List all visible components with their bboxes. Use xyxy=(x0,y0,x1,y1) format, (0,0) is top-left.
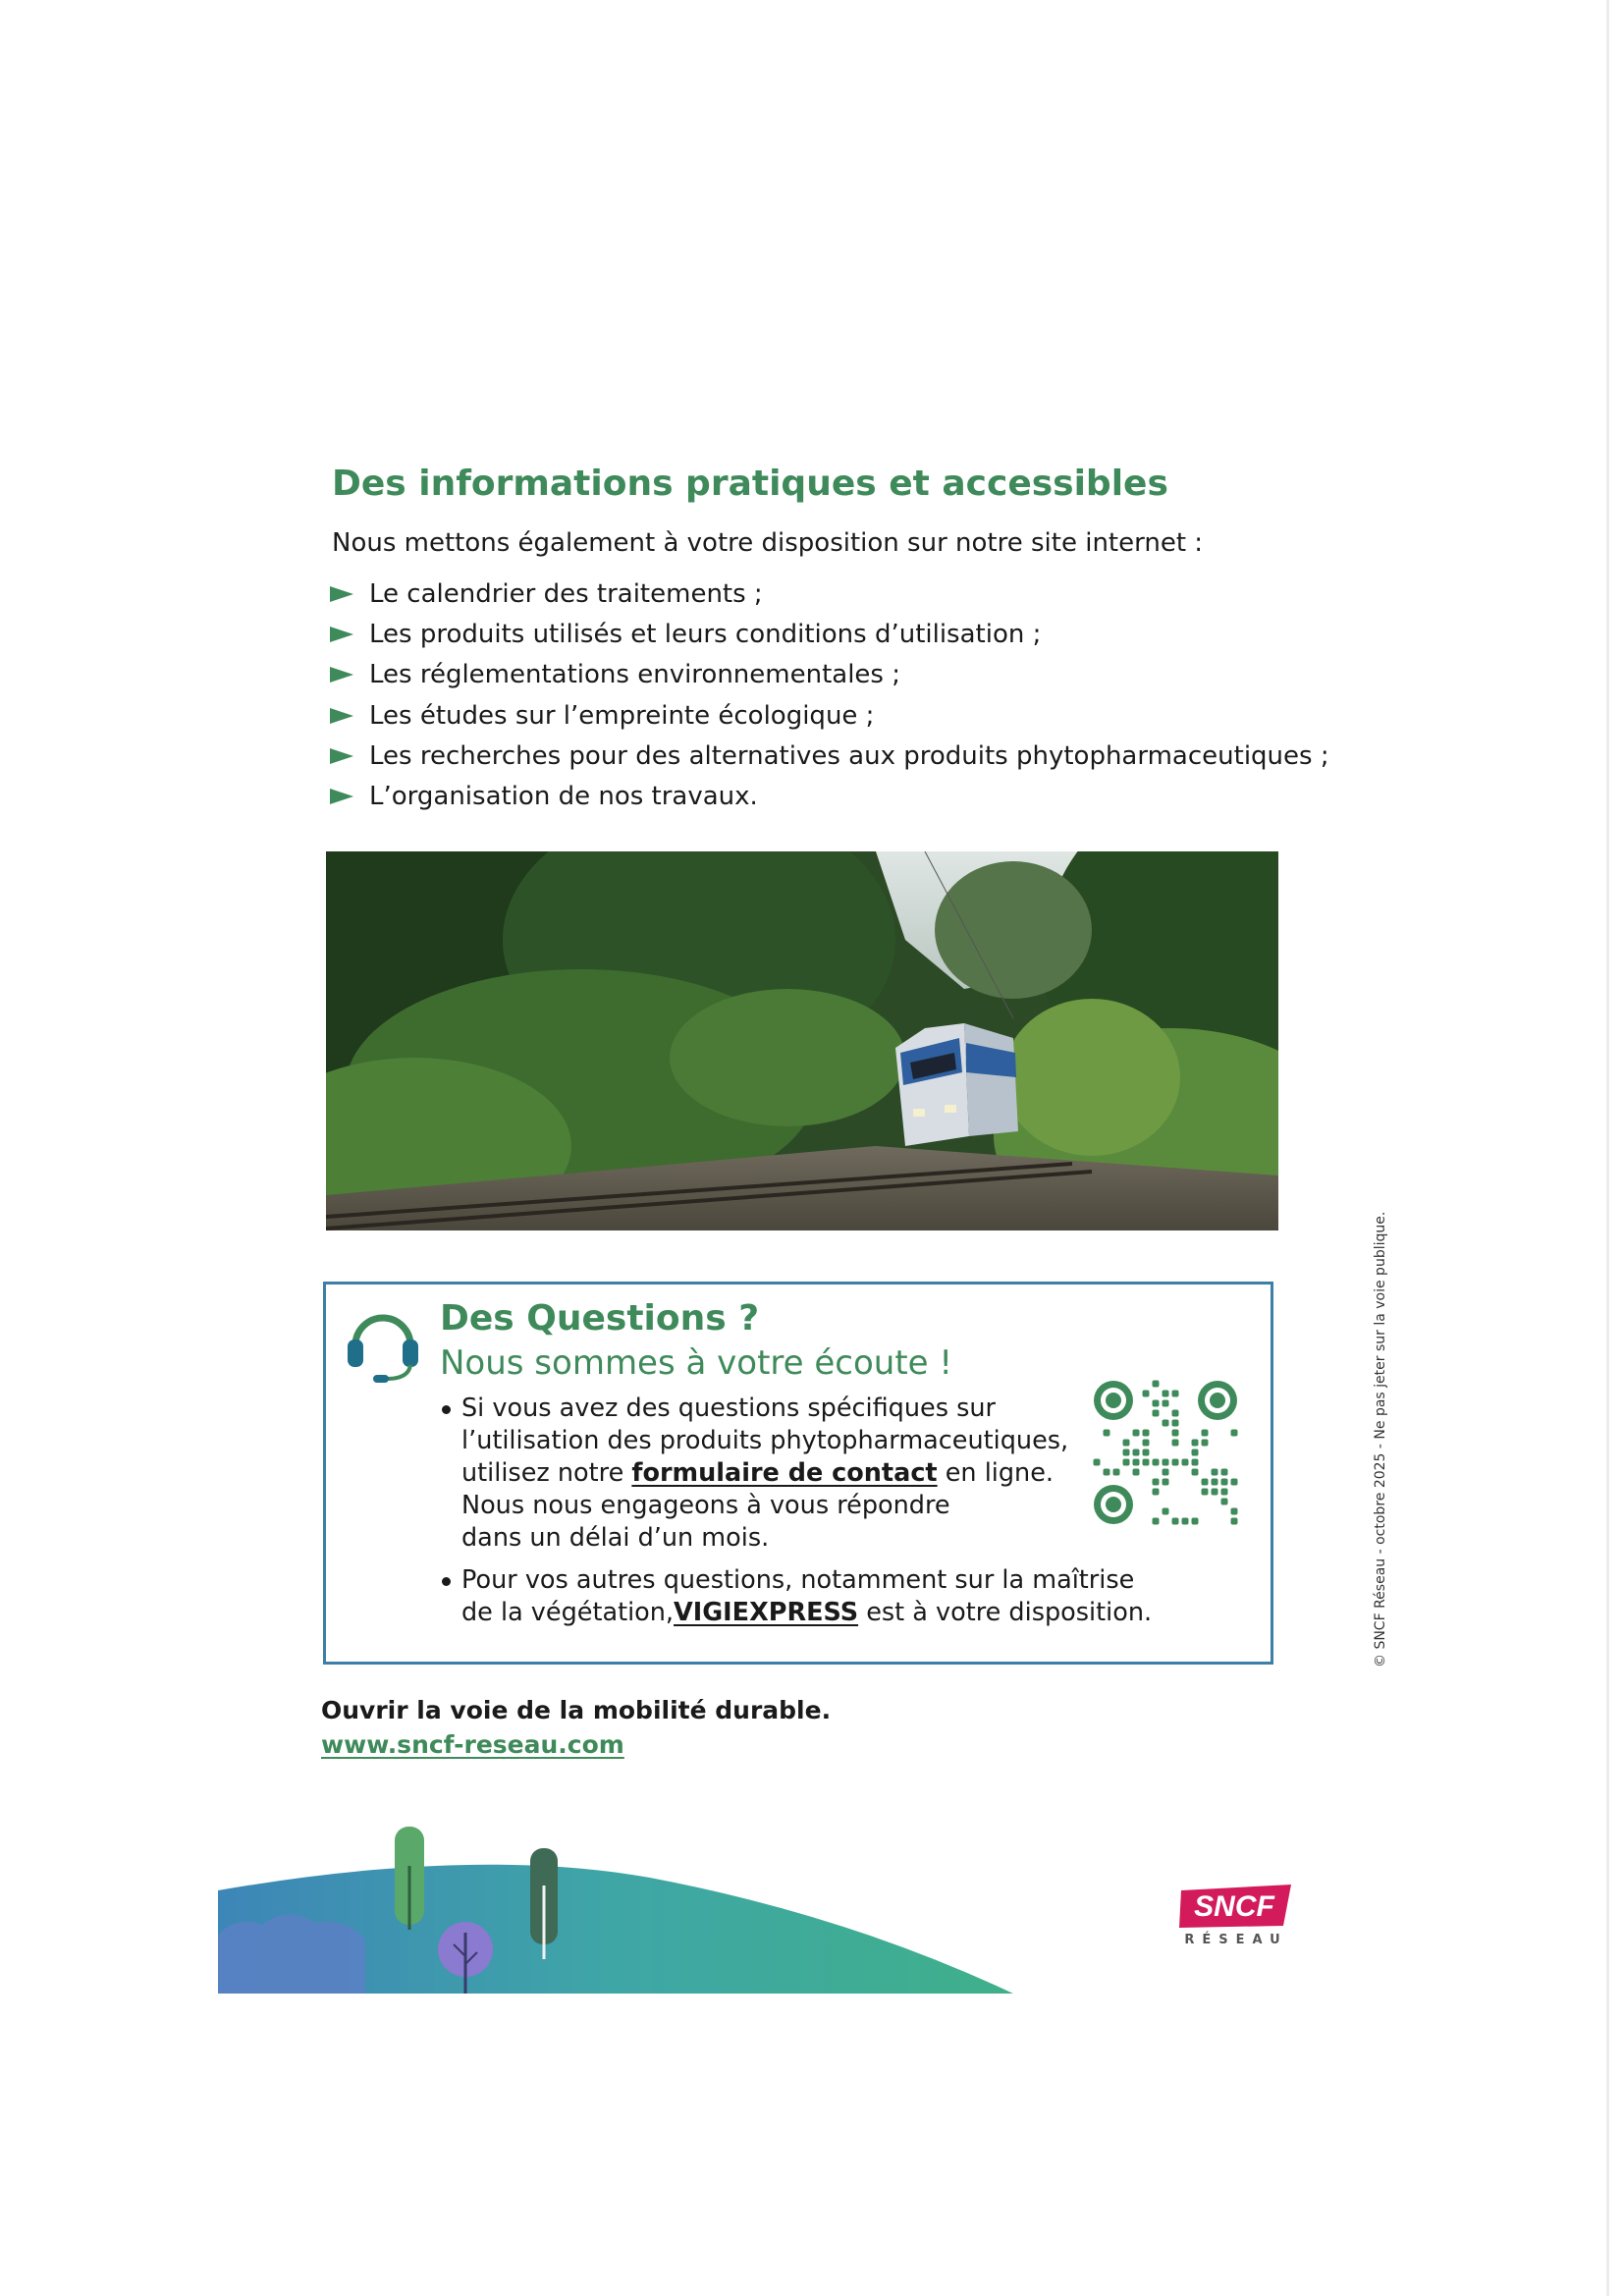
tagline: Ouvrir la voie de la mobilité durable. xyxy=(321,1696,832,1724)
questions-list xyxy=(440,1393,1152,1629)
svg-text:SNCF: SNCF xyxy=(1194,1890,1274,1923)
list-item: Les recherches pour des alternatives aux produits phytopharmaceutiques ; xyxy=(328,736,1329,776)
contact-form-link[interactable]: formulaire de contact xyxy=(631,1458,938,1488)
qr-code-icon[interactable] xyxy=(1092,1379,1239,1526)
questions-box xyxy=(323,1282,1273,1665)
list-item: Si vous avez des questions spécifiques sur l’utilisation des produits phytopharmaceutiques, utilisez notre formulaire de contact en ligne. Nous nous engageons à vous répondre dans un délai d’un mois. xyxy=(440,1393,1152,1555)
train-photo xyxy=(326,851,1278,1230)
page-edge xyxy=(1606,0,1609,2296)
arrow-bullet-icon xyxy=(330,586,353,602)
list-item: Les produits utilisés et leurs conditions d’utilisation ; xyxy=(328,614,1329,654)
headset-icon xyxy=(346,1302,420,1383)
sncf-reseau-label: RÉSEAU xyxy=(1184,1933,1288,1947)
arrow-bullet-icon xyxy=(330,667,353,683)
list-item: Le calendrier des traitements ; xyxy=(328,574,1329,614)
list-item: L’organisation de nos travaux. xyxy=(328,776,1329,816)
website-link[interactable]: www.sncf-reseau.com xyxy=(321,1730,624,1759)
arrow-bullet-icon xyxy=(330,627,353,642)
arrow-bullet-icon xyxy=(330,708,353,724)
section-intro: Nous mettons également à votre disposition sur notre site internet : xyxy=(332,528,1204,558)
landscape-illustration xyxy=(218,1807,1013,1994)
arrow-bullet-icon xyxy=(330,748,353,764)
list-item: Pour vos autres questions, notamment sur la maîtrise de la végétation,VIGIEXPRESS est à votre disposition. xyxy=(440,1564,1152,1629)
info-list xyxy=(328,574,1329,817)
list-item: Les réglementations environnementales ; xyxy=(328,655,1329,695)
arrow-bullet-icon xyxy=(330,789,353,804)
vigiexpress-link[interactable]: VIGIEXPRESS xyxy=(674,1598,859,1627)
questions-subtitle: Nous sommes à votre écoute ! xyxy=(440,1343,953,1383)
questions-title: Des Questions ? xyxy=(440,1298,760,1339)
list-item: Les études sur l’empreinte écologique ; xyxy=(328,695,1329,736)
tree-icon xyxy=(395,1827,424,1930)
section-title: Des informations pratiques et accessibles xyxy=(332,464,1168,504)
